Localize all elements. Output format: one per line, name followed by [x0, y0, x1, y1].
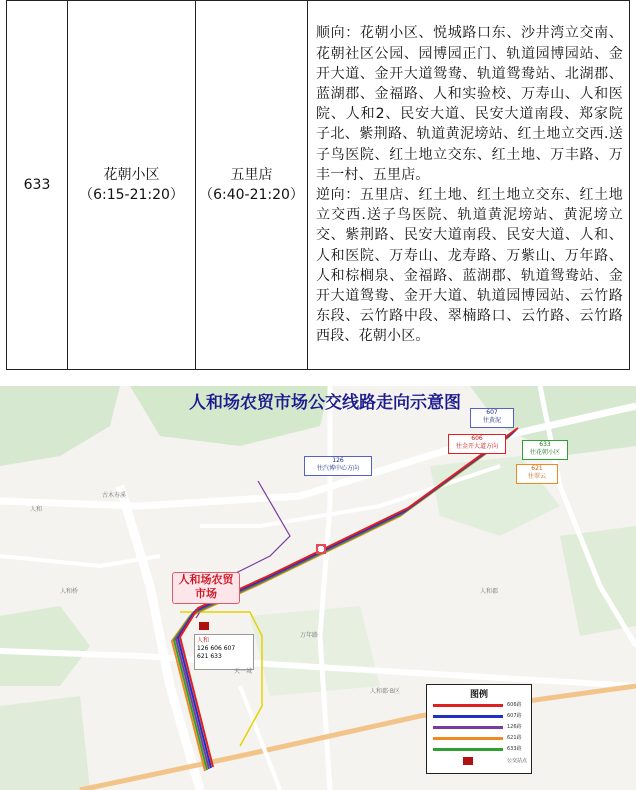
end-station-name: 五里店: [230, 167, 273, 183]
start-station-cell: [68, 1, 196, 370]
place-label: 万年路: [300, 632, 319, 639]
legend-swatch: [433, 715, 503, 718]
legend-swatch: [433, 748, 503, 751]
direction-621-number: 621: [531, 465, 543, 472]
end-station-cell: [196, 1, 308, 370]
legend-swatch: [433, 726, 503, 729]
route-stops-cell: [308, 1, 630, 370]
legend-item: [433, 745, 527, 754]
place-label: 人和郡: [480, 588, 499, 595]
bus-stop-routes-1: 126 606 607: [197, 645, 236, 652]
direction-126-number: 126: [332, 457, 344, 464]
route-table: [6, 0, 630, 370]
direction-607-number: 607: [486, 409, 498, 416]
legend-swatch: [433, 704, 503, 707]
legend-item: [433, 712, 527, 721]
legend-title: 图例: [469, 690, 488, 700]
legend-item: [433, 734, 527, 743]
start-station-time: （6:15-21:20）: [79, 187, 184, 203]
legend-label: 606路: [507, 702, 522, 708]
direction-606-number: 606: [471, 435, 483, 442]
direction-126-box: [304, 456, 372, 476]
market-label: [172, 572, 240, 604]
legend-item: [433, 757, 527, 766]
map-title: 人和场农贸市场公交线路走向示意图: [189, 393, 461, 413]
reverse-stops: 逆向：五里店、红土地、红土地立交东、红土地立交西.送子鸟医院、轨道黄泥塝站、黄泥塝立交、紫荆路、民安大道南段、民安大道、人和、人和医院、万寿山、龙寿路、万紫山、万年路、人和棕榈泉、金福路、蓝湖郡、轨道鸳鸯站、金开大道鸳鸯、金开大道、轨道园博园站、云竹路东段、云竹路中段、翠楠路口、云竹路、云竹路西段、花朝小区。: [316, 187, 623, 345]
direction-607-box: [470, 408, 514, 428]
legend-label: 126路: [507, 724, 522, 730]
map-legend: [426, 684, 532, 774]
direction-633-box: [522, 440, 568, 460]
start-station-name: 花朝小区: [103, 167, 160, 183]
market-label-line2: 市场: [195, 587, 217, 600]
table-row: [7, 1, 630, 370]
market-label-line1: 人和场农贸: [178, 573, 234, 586]
direction-621-text: 往翠云: [527, 473, 546, 480]
bus-route-map: [0, 386, 636, 790]
legend-label: 607路: [507, 713, 522, 719]
end-station-time: （6:40-21:20）: [199, 187, 304, 203]
bus-stop-info: [194, 634, 254, 670]
legend-item: [433, 701, 527, 710]
direction-633-text: 往花朝小区: [529, 449, 560, 456]
bus-stop-name: 人和: [197, 637, 210, 644]
legend-label: 633路: [507, 746, 522, 752]
forward-stops: 顺向：花朝小区、悦城路口东、沙井湾立交南、花朝社区公园、园博园正门、轨道园博园站、金开大道、金开大道鸳鸯、轨道鸳鸯站、北湖郡、蓝湖郡、金福路、人和实验校、万寿山、人和医院、人和2、民安大道、民安大道南段、郑家院子北、紫荆路、轨道黄泥塝站、红土地立交西.送子鸟医院、红土地立交东、红土地、万丰路、万丰一村、五里店。: [316, 25, 623, 183]
direction-126-text: 往汽博中心方向: [316, 465, 359, 472]
direction-621-box: [516, 464, 558, 484]
legend-item: [433, 723, 527, 732]
place-label: 天一城: [234, 668, 253, 675]
legend-label: 621路: [507, 735, 522, 741]
legend-label: 公交站点: [507, 758, 528, 764]
place-label: 古木寿溪: [102, 492, 127, 499]
place-label: 人和桥: [60, 588, 79, 595]
place-label: 人和郡·B区: [370, 688, 401, 695]
direction-606-box: [448, 434, 506, 454]
route-number: 633: [7, 1, 68, 370]
direction-633-number: 633: [539, 441, 551, 448]
legend-swatch: [433, 737, 503, 740]
bus-stop-icon: [463, 757, 473, 765]
direction-607-text: 往黄泥: [482, 417, 501, 424]
place-label: 人和: [30, 506, 43, 513]
bus-stop-routes-2: 621 633: [197, 653, 222, 660]
direction-606-text: 往金开大道方向: [455, 443, 498, 450]
route-table-wrapper: [6, 0, 630, 370]
